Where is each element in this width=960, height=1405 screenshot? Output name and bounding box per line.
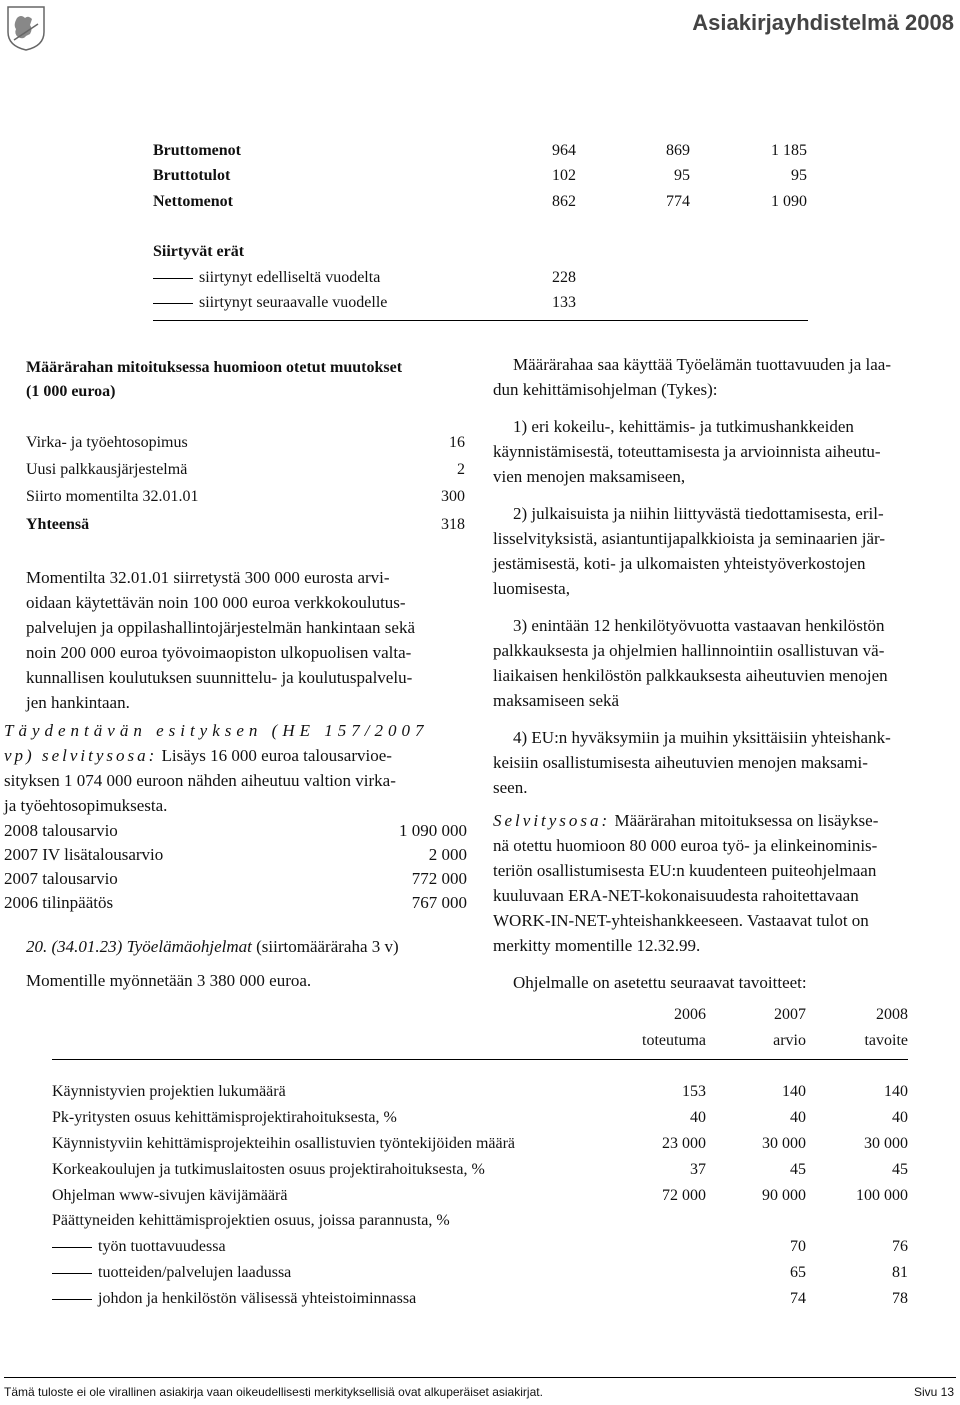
row-label: työn tuottavuudessa bbox=[52, 1235, 226, 1259]
supplement-heading: Täydentävän esityksen (HE 157/2007 bbox=[4, 721, 429, 740]
summary-value: 95 bbox=[674, 167, 690, 184]
carry-row: siirtynyt edelliseltä vuodelta bbox=[153, 266, 380, 290]
budget-value: 772 000 bbox=[411, 869, 467, 888]
paragraph-line: noin 200 000 euroa työvoimaopiston ulkopuolisen valta- bbox=[26, 643, 412, 662]
list-item-line: vien menojen maksamiseen, bbox=[493, 467, 686, 486]
paragraph-line: palvelujen ja oppilashallintojärjestelmän hankintaan sekä bbox=[26, 618, 415, 637]
row-value: 70 bbox=[790, 1238, 806, 1256]
changes-row-value: 16 bbox=[449, 434, 465, 451]
summary-value: 964 bbox=[552, 142, 576, 159]
list-item-line: 3) enintään 12 henkilötyövuotta vastaavan henkilöstön bbox=[513, 616, 885, 635]
summary-value: 862 bbox=[552, 193, 576, 210]
paragraph-line: Määrärahaa saa käyttää Työelämän tuottavuuden ja laa- bbox=[513, 355, 891, 374]
goals-intro: Ohjelmalle on asetettu seuraavat tavoitteet: bbox=[513, 973, 807, 992]
finnish-lion-crest-icon bbox=[5, 4, 47, 52]
summary-value: 102 bbox=[552, 167, 576, 184]
changes-row-value: 2 bbox=[457, 461, 465, 478]
paragraph-line: Määrärahan mitoituksessa on lisäykse- bbox=[610, 811, 879, 830]
paragraph-line: kunnallisen koulutuksen suunnittelu- ja koulutuspalvelu- bbox=[26, 668, 413, 687]
row-value: 90 000 bbox=[762, 1186, 806, 1204]
goals-table-body bbox=[52, 1080, 908, 1313]
row-value: 40 bbox=[892, 1108, 908, 1126]
summary-value: 869 bbox=[666, 142, 690, 159]
budget-label: 2008 talousarvio bbox=[4, 821, 118, 840]
row-value: 65 bbox=[790, 1264, 806, 1282]
list-item-line: maksamiseen sekä bbox=[493, 691, 620, 710]
item-20-type: (siirtomääräraha 3 v) bbox=[251, 937, 399, 956]
transfer-paragraph bbox=[26, 565, 471, 715]
row-label: Käynnistyviin kehittämisprojekteihin osallistuvien työntekijöiden määrä bbox=[52, 1134, 516, 1152]
list-item-line: keisiin osallistumisesta aiheutuvien menojen maksami- bbox=[493, 753, 868, 772]
row-value: 45 bbox=[790, 1160, 806, 1178]
table-row bbox=[52, 1132, 908, 1158]
table-divider bbox=[52, 1059, 908, 1060]
row-value: 76 bbox=[892, 1238, 908, 1256]
table-row bbox=[52, 1184, 908, 1210]
list-item-line: 4) EU:n hyväksymiin ja muihin yksittäisiin yhteishank- bbox=[513, 728, 891, 747]
row-value: 153 bbox=[682, 1083, 706, 1100]
changes-row-label: Uusi palkkausjärjestelmä bbox=[26, 461, 188, 478]
year-header: 2007 bbox=[774, 1006, 806, 1023]
row-value: 40 bbox=[790, 1108, 806, 1126]
row-value: 81 bbox=[892, 1264, 908, 1282]
footer-divider bbox=[4, 1377, 956, 1378]
row-label: Päättyneiden kehittämisprojektien osuus, joissa parannusta, % bbox=[52, 1212, 450, 1230]
changes-total-label: Yhteensä bbox=[26, 516, 90, 533]
paragraph-line: ja työehtosopimuksesta. bbox=[4, 796, 168, 815]
year-header: 2006 bbox=[674, 1006, 706, 1023]
paragraph-line: jen hankintaan. bbox=[26, 693, 130, 712]
budget-label: 2007 talousarvio bbox=[4, 869, 118, 888]
budget-value: 2 000 bbox=[428, 845, 467, 864]
year-header: 2008 bbox=[876, 1006, 908, 1023]
item-20-grant: Momentille myönnetään 3 380 000 euroa. bbox=[26, 971, 312, 990]
changes-subtitle: (1 000 euroa) bbox=[26, 383, 116, 400]
row-value: 78 bbox=[892, 1290, 908, 1308]
document-title: Asiakirjayhdistelmä 2008 bbox=[692, 10, 954, 35]
row-value: 72 000 bbox=[662, 1186, 706, 1204]
kind-header: arvio bbox=[773, 1032, 806, 1049]
list-item-line: 2) julkaisuista ja niihin liittyvästä tiedottamisesta, eril- bbox=[513, 504, 884, 523]
row-value: 30 000 bbox=[864, 1134, 908, 1152]
row-value: 100 000 bbox=[856, 1186, 908, 1204]
summary-value: 1 185 bbox=[771, 142, 807, 159]
row-value: 40 bbox=[690, 1108, 706, 1126]
row-value: 37 bbox=[690, 1160, 706, 1178]
summary-label-1: Bruttomenot bbox=[153, 142, 241, 159]
row-value: 74 bbox=[790, 1290, 806, 1308]
paragraph-line: kuuluvaan ERA-NET-kokonaisuudesta rahoitettavaan bbox=[493, 886, 859, 905]
list-item-line: luomisesta, bbox=[493, 579, 570, 598]
footer-note: Tämä tuloste ei ole virallinen asiakirja vaan oikeudellisesti merkityksellisiä ovat alkuperäiset asiakirjat. bbox=[4, 1385, 543, 1399]
supplement-label: vp) selvitysosa: bbox=[4, 746, 158, 765]
carry-row: siirtynyt seuraavalle vuodelle bbox=[153, 291, 387, 315]
changes-total-value: 318 bbox=[441, 516, 465, 533]
row-label: Ohjelman www-sivujen kävijämäärä bbox=[52, 1186, 288, 1204]
table-row bbox=[52, 1106, 908, 1132]
table-row bbox=[52, 1080, 908, 1106]
changes-row-value: 300 bbox=[441, 488, 465, 505]
summary-value: 774 bbox=[666, 193, 690, 210]
carry-value: 228 bbox=[552, 269, 576, 286]
selvitys-label: Selvitysosa: bbox=[493, 811, 611, 830]
row-value: 23 000 bbox=[662, 1134, 706, 1152]
right-column bbox=[493, 352, 956, 995]
paragraph-line: teriön osallistumisesta EU:n kuudenteen puiteohjelmaan bbox=[493, 861, 877, 880]
paragraph-line: merkitty momentille 12.32.99. bbox=[493, 936, 701, 955]
list-item-line: 1) eri kokeilu-, kehittämis- ja tutkimushankkeiden bbox=[513, 417, 854, 436]
summary-label-2: Bruttotulot bbox=[153, 167, 231, 184]
paragraph-line: oidaan käytettävän noin 100 000 euroa verkkokoulutus- bbox=[26, 593, 406, 612]
carry-value: 133 bbox=[552, 294, 576, 311]
carry-title: Siirtyvät erät bbox=[153, 243, 245, 260]
budget-label: 2006 tilinpäätös bbox=[4, 893, 114, 912]
row-value: 45 bbox=[892, 1160, 908, 1178]
row-label: johdon ja henkilöstön välisessä yhteistoiminnassa bbox=[52, 1287, 416, 1311]
row-label: Korkeakoulujen ja tutkimuslaitosten osuus projektirahoituksesta, % bbox=[52, 1160, 485, 1178]
item-20-title: 20. (34.01.23) Työelämäohjelmat bbox=[26, 937, 252, 956]
paragraph-line: sityksen 1 074 000 euroon nähden aiheutuu valtion virka- bbox=[4, 771, 396, 790]
list-item-line: liaikaisen henkilöstön palkkauksesta aiheutuvien menojen bbox=[493, 666, 888, 685]
row-value: 140 bbox=[782, 1083, 806, 1100]
paragraph-line: dun kehittämisohjelman (Tykes): bbox=[493, 380, 718, 399]
page-number: Sivu 13 bbox=[913, 1385, 954, 1399]
kind-header: toteutuma bbox=[642, 1032, 706, 1049]
table-row bbox=[52, 1235, 908, 1261]
summary-label-3: Nettomenot bbox=[153, 193, 233, 210]
paragraph-line: nä otettu huomioon 80 000 euroa työ- ja elinkeinominis- bbox=[493, 836, 878, 855]
list-item-line: seen. bbox=[493, 778, 528, 797]
summary-value: 95 bbox=[791, 167, 807, 184]
changes-title: Määrärahan mitoituksessa huomioon otetut muutokset bbox=[26, 359, 403, 376]
table-row bbox=[52, 1209, 908, 1235]
table-row bbox=[52, 1261, 908, 1287]
paragraph-line: Momentilta 32.01.01 siirretystä 300 000 eurosta arvi- bbox=[26, 568, 390, 587]
paragraph-line: WORK-IN-NET-yhteishankkeeseen. Vastaavat tulot on bbox=[493, 911, 869, 930]
row-value: 140 bbox=[884, 1083, 908, 1100]
table-row bbox=[52, 1158, 908, 1184]
paragraph-line: Lisäys 16 000 euroa talousarvioe- bbox=[157, 746, 392, 765]
row-label: tuotteiden/palvelujen laadussa bbox=[52, 1261, 291, 1285]
summary-value: 1 090 bbox=[771, 193, 807, 210]
list-item-line: lisselvityksistä, asiantuntijapalkkioista ja seminaarien jär- bbox=[493, 529, 885, 548]
kind-header: tavoite bbox=[864, 1032, 908, 1049]
divider bbox=[153, 320, 808, 321]
row-label: Pk-yritysten osuus kehittämisprojektirahoituksesta, % bbox=[52, 1108, 397, 1126]
row-label: Käynnistyvien projektien lukumäärä bbox=[52, 1083, 286, 1100]
table-row bbox=[52, 1287, 908, 1313]
supplement-paragraph bbox=[4, 718, 471, 818]
budget-value: 767 000 bbox=[411, 893, 467, 912]
list-item-line: jestämisestä, koti- ja ulkomaisten yhteistyöverkostojen bbox=[493, 554, 866, 573]
changes-row-label: Virka- ja työehtosopimus bbox=[26, 434, 188, 451]
item-20-heading bbox=[26, 934, 399, 959]
list-item-line: käynnistämisestä, toteuttamisesta ja arvioinnista aiheutu- bbox=[493, 442, 881, 461]
budget-label: 2007 IV lisätalousarvio bbox=[4, 845, 164, 864]
row-value: 30 000 bbox=[762, 1134, 806, 1152]
list-item-line: palkkauksesta ja ohjelmien hallinnointiin osallistuvan vä- bbox=[493, 641, 885, 660]
changes-row-label: Siirto momentilta 32.01.01 bbox=[26, 488, 199, 505]
budget-value: 1 090 000 bbox=[399, 821, 467, 840]
